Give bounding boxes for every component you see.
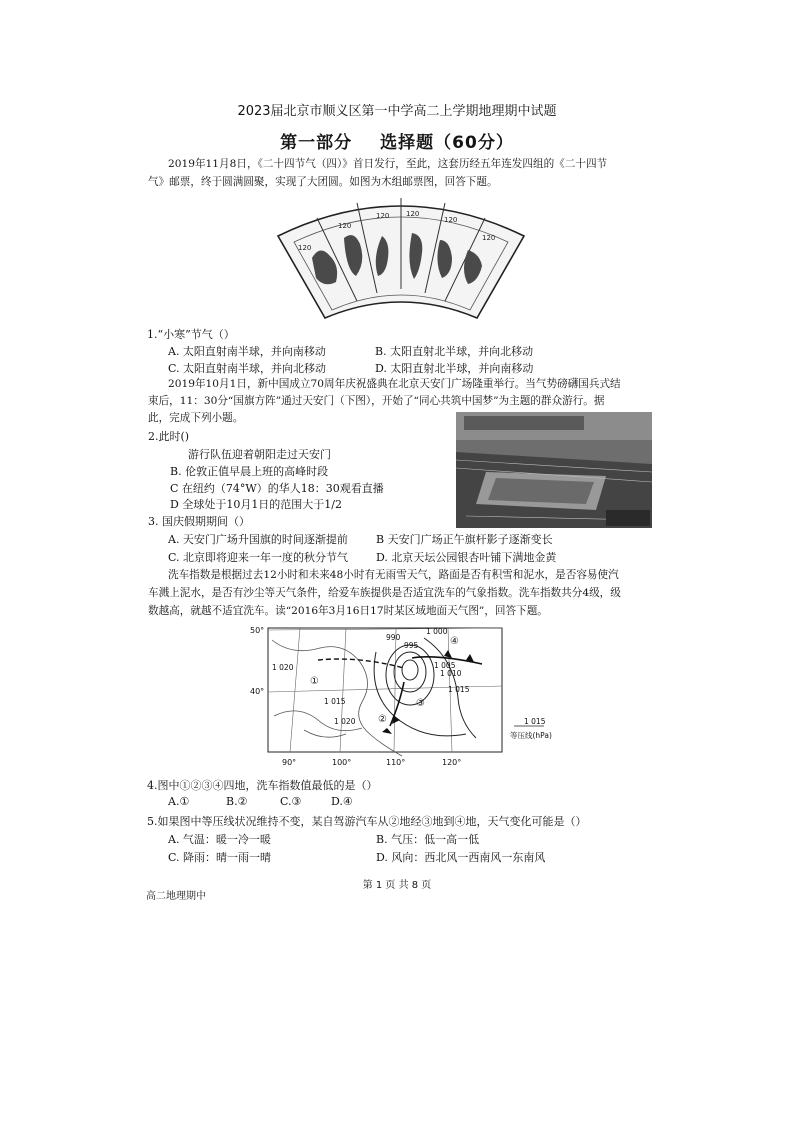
stamp-value-5: 120 [444,216,458,224]
intro1-line2: 气》邮票，终于圆满圆聚，实现了大团圆。如图为木组邮票图，回答下题。 [148,176,498,188]
q2-option-c: C 在纽约（74°W）的华人18：30观看直播 [170,482,384,495]
isobar-label-1020-west: 1 020 [272,663,294,672]
isobar-label-1000: 1 000 [426,627,448,636]
stamp-value-4: 120 [406,210,420,218]
stamp-value-3: 120 [376,212,390,220]
part-label: 第一部分 [280,133,353,153]
lat-label-40: 40° [250,687,265,696]
intro2-line1: 2019年10月1日，新中国成立70周年庆祝盛典在北京天安门广场隆重举行。当气势磅礴国兵式结 [168,378,621,390]
doc-title: 2023届北京市顺义区第一中学高二上学期地理期中试题 [237,104,557,119]
isobar-label-1010: 1 010 [440,669,462,678]
legend-text: 等压线(hPa) [510,731,552,740]
q3-option-d: D. 北京天坛公园银杏叶铺下满地金黄 [376,551,557,564]
intro3-line3: 数越高，就越不适宜洗车。读“2016年3月16日17时某区域地面天气图”，回答下题。 [148,605,548,617]
isobar-label-995: 995 [404,641,419,650]
lon-label-100: 100° [332,758,352,767]
q4-option-d: D.④ [331,795,353,808]
stamp-sheet-figure [272,188,530,328]
isobar-label-1020-south: 1 020 [334,717,356,726]
q3-option-a: A. 天安门广场升国旗的时间逐渐提前 [168,533,348,546]
q2-option-d: D 全球处于10月1日的范围大于1/2 [170,498,343,511]
q1-stem: 1.“小寒”节气（） [147,328,235,341]
q4-stem: 4.图中①②③④四地，洗车指数值最低的是（） [147,779,378,792]
q5-option-d: D. 风向：西北风一西南风一东南风 [376,851,546,864]
lon-label-110: 110° [386,758,406,767]
q1-option-d: D. 太阳直射北半球，并向南移动 [375,362,534,375]
weather-map [244,620,624,772]
site-marker-1: ① [310,676,319,687]
q4-option-a: A.① [168,795,190,808]
part-name: 选择题（60分） [380,133,514,153]
q2-option-a: 游行队伍迎着朝阳走过天安门 [188,448,331,461]
stamp-value-6: 120 [482,234,496,242]
footer-subject: 高二地理期中 [146,891,206,902]
legend-value: 1 015 [524,717,546,726]
q3-option-b: B 天安门广场正午旗杆影子逐渐变长 [376,533,553,546]
isobar-label-1005: 1 005 [434,661,456,670]
tiananmen-photo [456,412,652,528]
stamp-value-1: 120 [298,244,312,252]
intro1-line1: 2019年11月8日，《二十四节气（四）》首日发行，至此，这套历经五年连发四组的《二十四节 [168,158,608,170]
q5-stem: 5.如果图中等压线状况维持不变，某自驾游汽车从②地经③地到④地，天气变化可能是（） [147,815,587,828]
lon-label-120: 120° [442,758,462,767]
q5-option-b: B. 气压：低一高一低 [376,833,480,846]
q3-stem: 3. 国庆假期期间（） [148,515,250,528]
lat-label-50: 50° [250,626,265,635]
isobar-label-990: 990 [386,633,401,642]
intro3-line2: 车溅上泥水，是否有沙尘等天气条件，给爱车族提供是否适宜洗车的气象指数。洗车指数共分4级，级 [148,587,621,599]
intro2-line2: 束后，11：30分“国旗方阵”通过天安门（下图），开始了“同心共筑中国梦”为主题的群众游行。据 [148,395,605,407]
part-title [0,128,794,153]
q1-option-a: A. 太阳直射南半球，并向南移动 [168,345,326,358]
q1-option-b: B. 太阳直射北半球，并向北移动 [375,345,534,358]
q4-option-b: B.② [226,795,248,808]
page-number: 第 1 页 共 8 页 [362,880,432,891]
site-marker-3: ③ [416,698,425,709]
intro3-line1: 洗车指数是根据过去12小时和未来48小时有无雨雪天气，路面是否有积雪和泥水，是否容易使汽 [168,569,619,581]
isobar-label-1015-west: 1 015 [324,697,346,706]
q3-option-c: C. 北京即将迎来一年一度的秋分节气 [168,551,349,564]
q5-option-a: A. 气温：暖一冷一暖 [168,833,271,846]
q2-option-b: B. 伦敦正值早晨上班的高峰时段 [170,465,329,478]
stamp-value-2: 120 [338,222,352,230]
intro2-line3: 此，完成下列小题。 [148,412,244,424]
q1-option-c: C. 太阳直射南半球，并向北移动 [168,362,327,375]
q5-option-c: C. 降雨：晴一雨一晴 [168,851,272,864]
q2-stem: 2.此时() [148,430,190,443]
lon-label-90: 90° [282,758,297,767]
site-marker-2: ② [378,714,387,725]
site-marker-4: ④ [450,636,459,647]
q4-option-c: C.③ [280,795,302,808]
isobar-label-1015-east: 1 015 [448,685,470,694]
